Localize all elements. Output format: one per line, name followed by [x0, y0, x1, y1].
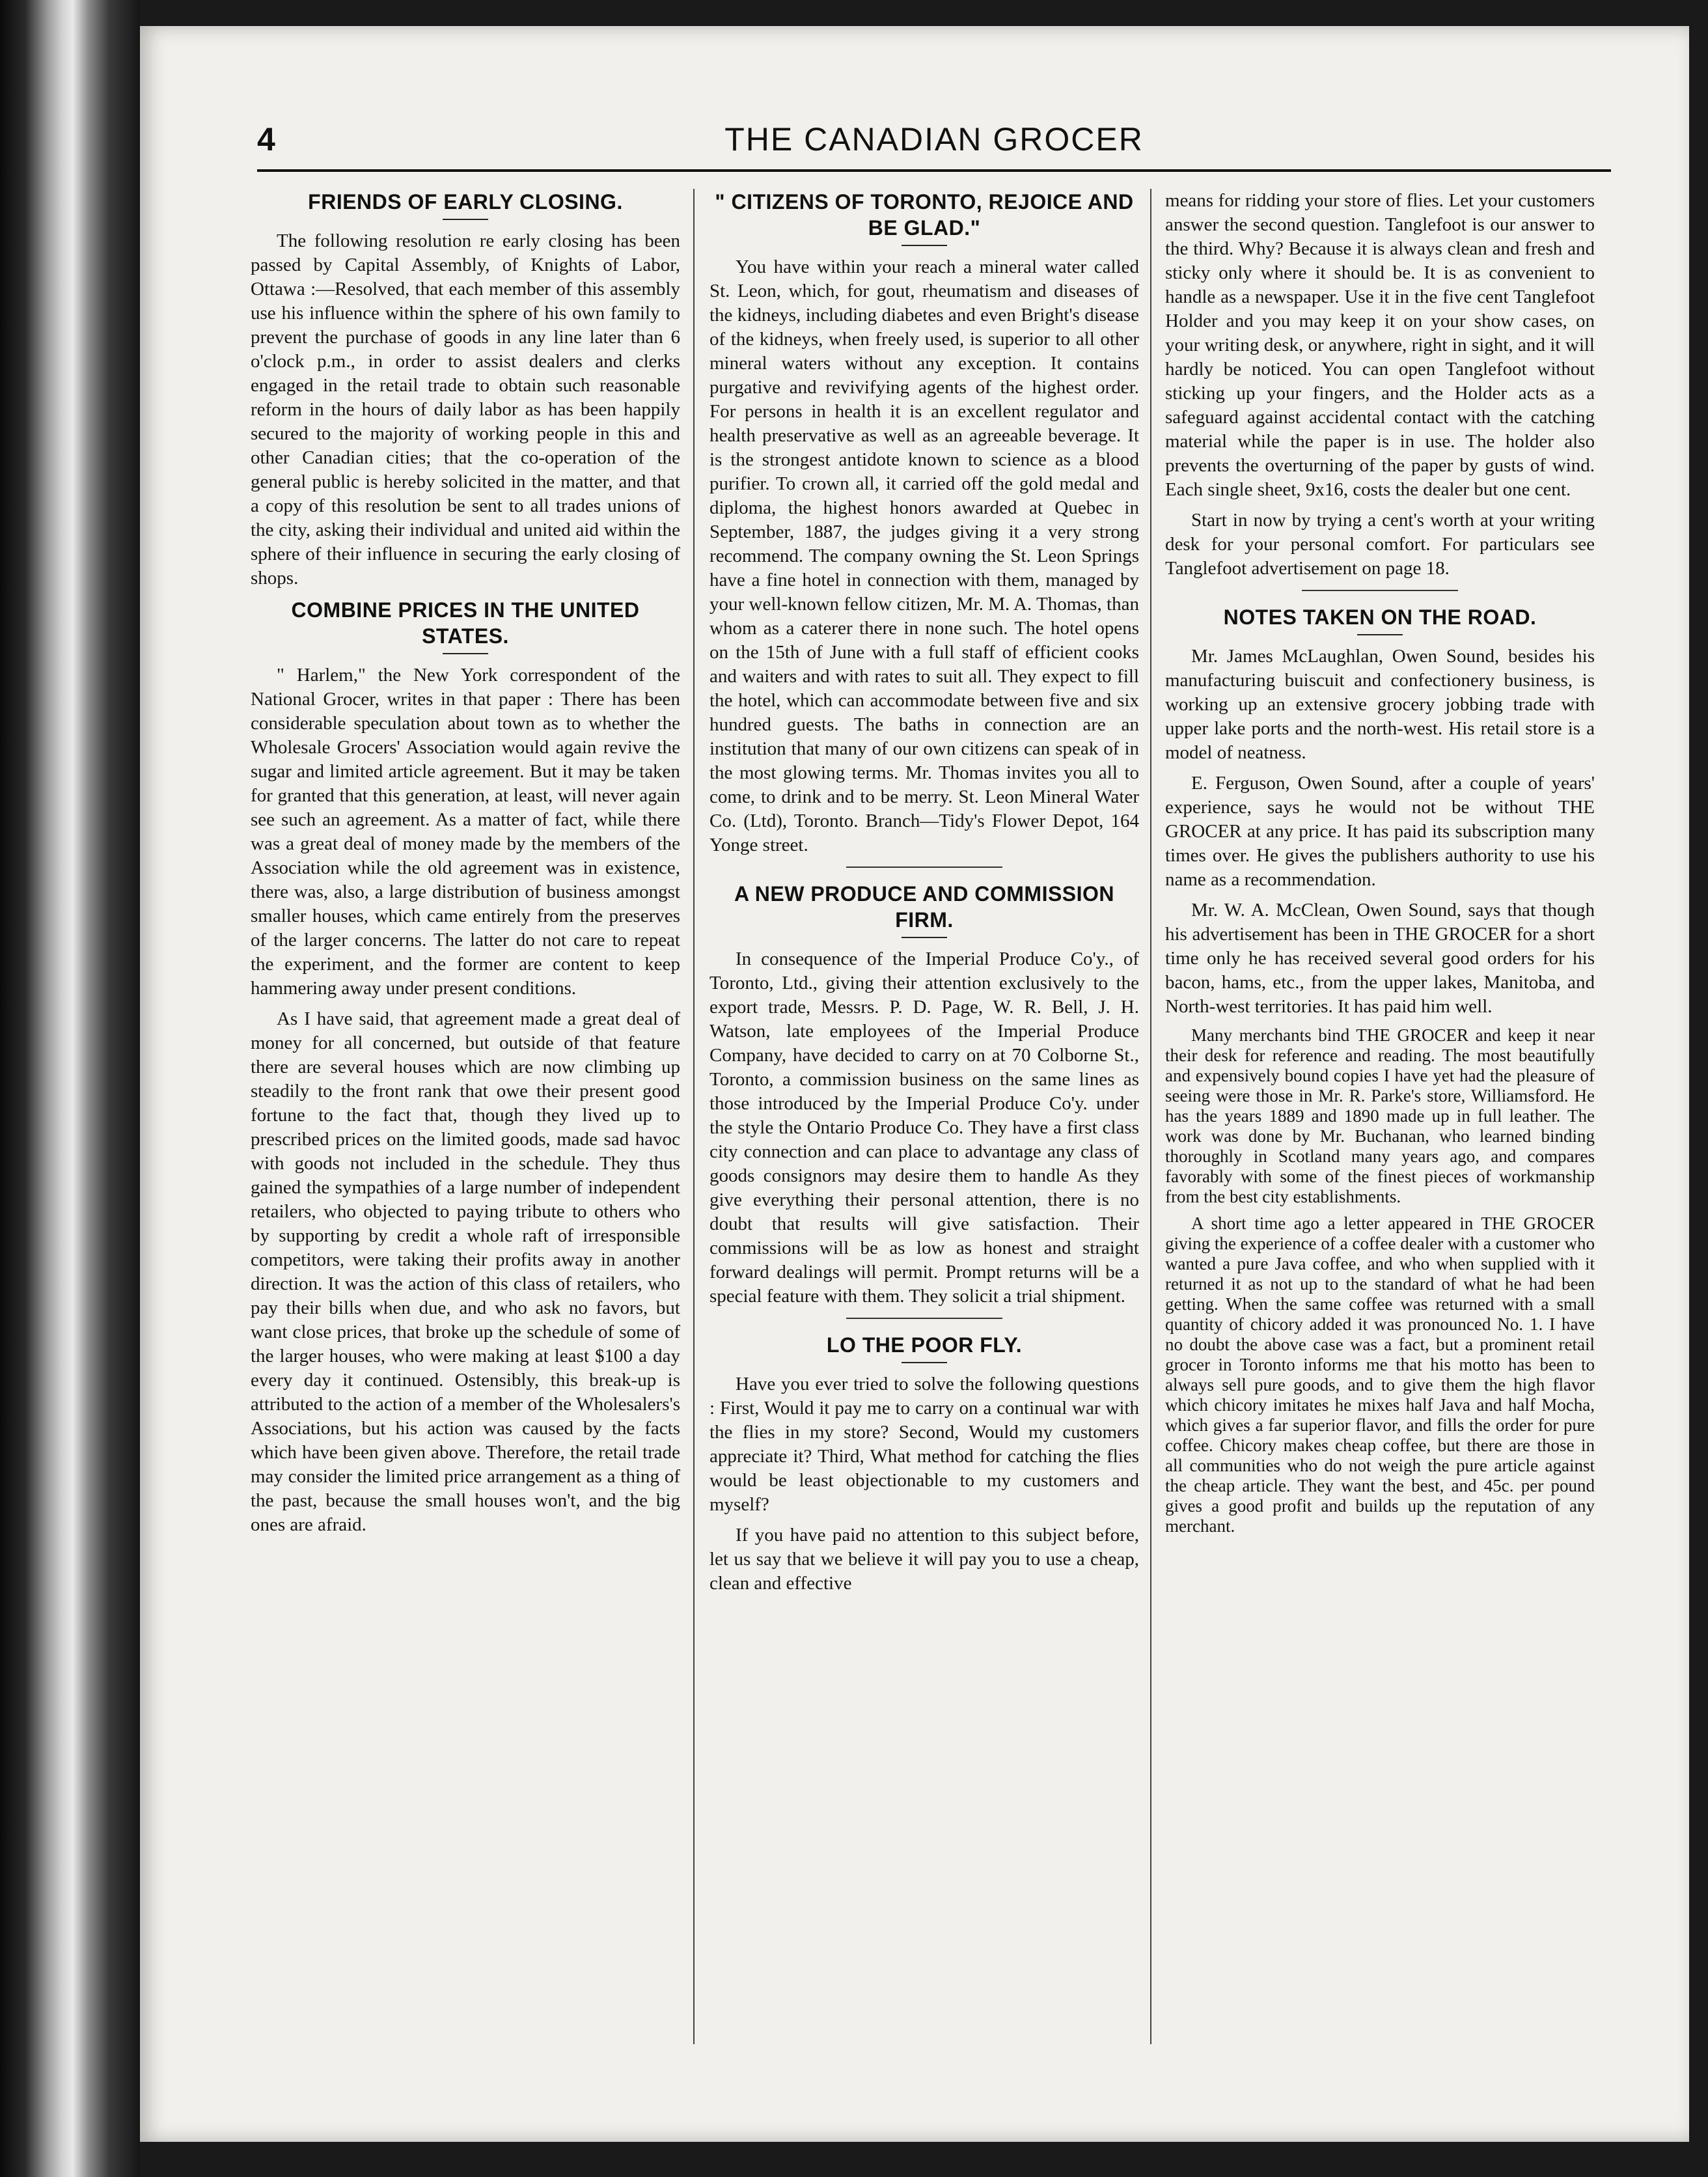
column-3	[1165, 189, 1595, 2057]
heading-rule	[443, 653, 488, 654]
column-1	[251, 189, 680, 2057]
article-heading: " CITIZENS OF TORONTO, REJOICE AND BE GLAD."	[715, 190, 1134, 240]
article-heading: LO THE POOR FLY.	[826, 1333, 1023, 1357]
article-paragraph: Have you ever tried to solve the following questions : First, Would it pay me to carry on a continual war with the flies in my store? Second, Would my customers appreciate it? Third, What method for catching the flies would be least objectionable to my customers and myself?	[709, 1374, 1139, 1515]
heading-rule	[902, 245, 947, 246]
page-header	[257, 120, 1611, 172]
article-separator	[846, 867, 1002, 868]
heading-rule	[902, 937, 947, 938]
column-divider	[1150, 189, 1151, 2044]
article-heading: NOTES TAKEN ON THE ROAD.	[1223, 605, 1537, 629]
article-paragraph: means for ridding your store of flies. Let your customers answer the second question. Tanglefoot is our answer to the third. Why? Because it is always clean and fresh and sticky only where it should be. It is as convenient to handle as a newspaper. Use it in the five cent Tanglefoot Holder and you may keep it on your show cases, on your writing desk, or anywhere, right in sight, and it will hardly be noticed. You can open Tanglefoot without sticking up your fingers, and the Holder acts as a safeguard against accidental contact with the catching material while the paper is in use. The holder also prevents the overturning of the paper by gusts of wind. Each single sheet, 9x16, costs the dealer but one cent.	[1165, 190, 1595, 500]
article-paragraph: As I have said, that agreement made a great deal of money for all concerned, but outside of that feature there are several houses which are now climbing up steadily to the front rank that owe their present good fortune to the fact that, though they lived up to prescribed prices on the limited goods, made sad havoc with goods not included in the schedule. They thus gained the sympathies of a large number of independent retailers, who objected to paying tribute to others who by supporting by credit a whole raft of irresponsible competitors, were taking their profits away in another direction. It was the action of this class of retailers, who pay their bills when due, and who ask no favors, but want close prices, that broke up the schedule of some of the larger houses, who were making at least $100 a day every day it continued. Ostensibly, this break-up is attributed to the action of a member of the Wholesalers's Associations, but his action was caused by the facts which have been given above. Therefore, the retail trade may consider the limited price arrangement as a thing of the past, because the small houses won't, and the big ones are afraid.	[251, 1008, 680, 1535]
article-paragraph: If you have paid no attention to this subject before, let us say that we believe it will pay you to use a cheap, clean and effective	[709, 1525, 1139, 1594]
masthead-title: THE CANADIAN GROCER	[724, 121, 1144, 158]
article-paragraph: Many merchants bind THE GROCER and keep it near their desk for reference and reading. The most beautifully and expensively bound copies I have yet had the pleasure of seeing were those in Mr. R. Parke's store, Williamsford. He has the years 1889 and 1890 made up in full leather. The work was done by Mr. Buchanan, who learned binding thoroughly in Scotland many years ago, and compares favorably with some of the finest pieces of workmanship from the best city establishments.	[1165, 1025, 1595, 1206]
article-paragraph: In consequence of the Imperial Produce Co'y., of Toronto, Ltd., giving their attention exclusively to the export trade, Messrs. P. D. Page, W. R. Bell, J. H. Watson, late employees of the Imperial Produce Company, have decided to carry on at 70 Colborne St., Toronto, a commission business on the same lines as those introduced by the Imperial Produce Co'y. under the style the Ontario Produce Co. They have a first class city connection and can place to advantage any class of goods consignors may desire them to handle As they give everything their personal attention, there is no doubt that results will give satisfaction. Their commissions will be as low as honest and straight forward dealings will permit. Prompt returns will be a special feature with them. They solicit a trial shipment.	[709, 949, 1139, 1307]
article-paragraph: The following resolution re early closing has been passed by Capital Assembly, of Knights of Labor, Ottawa :—Resolved, that each member of this assembly use his influence within the sphere of his own family to prevent the purchase of goods in any line later than 6 o'clock p.m., in order to assist dealers and clerks engaged in the retail trade to obtain such reasonable reform in the hours of daily labor as has been happily secured to the majority of working people in this and other Canadian cities; that the co-operation of the general public is hereby solicited in the matter, and that a copy of this resolution be sent to all trades unions of the city, asking their individual and united aid within the sphere of their influence in securing the early closing of shops.	[251, 230, 680, 589]
article-paragraph: You have within your reach a mineral water called St. Leon, which, for gout, rheumatism and diseases of the kidneys, including diabetes and even Bright's disease of the kidneys, when freely used, is superior to all other mineral waters without any exception. It contains purgative and revivifying agents of the highest order. For persons in health it is an excellent regulator and health preservative as well as an agreeable beverage. It is the strongest antidote known to science as a blood purifier. To crown all, it carried off the gold medal and diploma, the highest honors awarded at Quebec in September, 1887, the judges giving it a very strong recommend. The company owning the St. Leon Springs have a fine hotel in connection with them, managed by your well-known fellow citizen, Mr. M. A. Thomas, than whom as a caterer there in none such. The hotel opens on the 15th of June with a full staff of efficient cooks and waiters and with rates to suit all. They expect to fill the hotel, which can accommodate between five and six hundred guests. The baths in connection are an institution that many of our own citizens can speak of in the most glowing terms. Mr. Thomas invites you all to come, to drink and to be merry. St. Leon Mineral Water Co. (Ltd), Toronto. Branch—Tidy's Flower Depot, 164 Yonge street.	[709, 257, 1139, 855]
article-heading: FRIENDS OF EARLY CLOSING.	[308, 190, 623, 214]
article-paragraph: Start in now by trying a cent's worth at your writing desk for your personal comfort. For particulars see Tanglefoot advertisement on page 18.	[1165, 510, 1595, 579]
article-separator	[1302, 590, 1458, 591]
heading-rule	[443, 219, 488, 220]
article-paragraph: A short time ago a letter appeared in THE GROCER giving the experience of a coffee dealer with a customer who wanted a pure Java coffee, and who when supplied with it returned it as not up to the standard of what he had been getting. When the same coffee was returned with a small quantity of chicory added it was pronounced No. 1. I have no doubt the above case was a fact, but a prominent retail grocer in Toronto informs me that his motto has been to always sell pure goods, and to give them the high flavor which chicory imitates he mixes half Java and half Mocha, which gives a far superior flavor, and fills the order for pure coffee. Chicory makes cheap coffee, but there are those in all communities who do not weigh the pure article against the cheap article. They want the best, and 45c. per pound gives a good profit and builds up the reputation of any merchant.	[1165, 1213, 1595, 1536]
heading-rule	[902, 1362, 947, 1363]
article-paragraph: Mr. James McLaughlan, Owen Sound, besides his manufacturing buiscuit and confectionery business, is working up an extensive grocery jobbing trade with upper lake ports and the north-west. His retail store is a model of neatness.	[1165, 646, 1595, 763]
column-divider	[693, 189, 695, 2044]
article-paragraph: " Harlem," the New York correspondent of the National Grocer, writes in that paper : There has been considerable speculation about town as to whether the Wholesale Grocers' Association would again revive the sugar and limited article agreement. But it may be taken for granted that this generation, at least, will never again see such an agreement. As a matter of fact, while there was a great deal of money made by the members of the Association while the old agreement was in existence, there was, also, a large distribution of business amongst smaller houses, which came entirely from the preserves of the larger concerns. The latter do not care to repeat the experiment, and the former are content to keep hammering away under present conditions.	[251, 665, 680, 999]
column-2	[709, 189, 1139, 2057]
book-binding	[0, 0, 140, 2177]
article-separator	[846, 1318, 1002, 1319]
article-paragraph: E. Ferguson, Owen Sound, after a couple of years' experience, says he would not be without THE GROCER at any price. It has paid its subscription many times over. He gives the publishers authority to use his name as a recommendation.	[1165, 773, 1595, 890]
article-heading: A NEW PRODUCE AND COMMISSION FIRM.	[734, 882, 1115, 932]
article-paragraph: Mr. W. A. McClean, Owen Sound, says that though his advertisement has been in THE GROCER for a short time only he has received several good orders for his bacon, hams, etc., from the upper lakes, Manitoba, and North-west territories. It has paid him well.	[1165, 900, 1595, 1017]
page-number: 4	[257, 121, 275, 158]
heading-rule	[1357, 634, 1403, 635]
article-heading: COMBINE PRICES IN THE UNITED STATES.	[291, 598, 640, 648]
